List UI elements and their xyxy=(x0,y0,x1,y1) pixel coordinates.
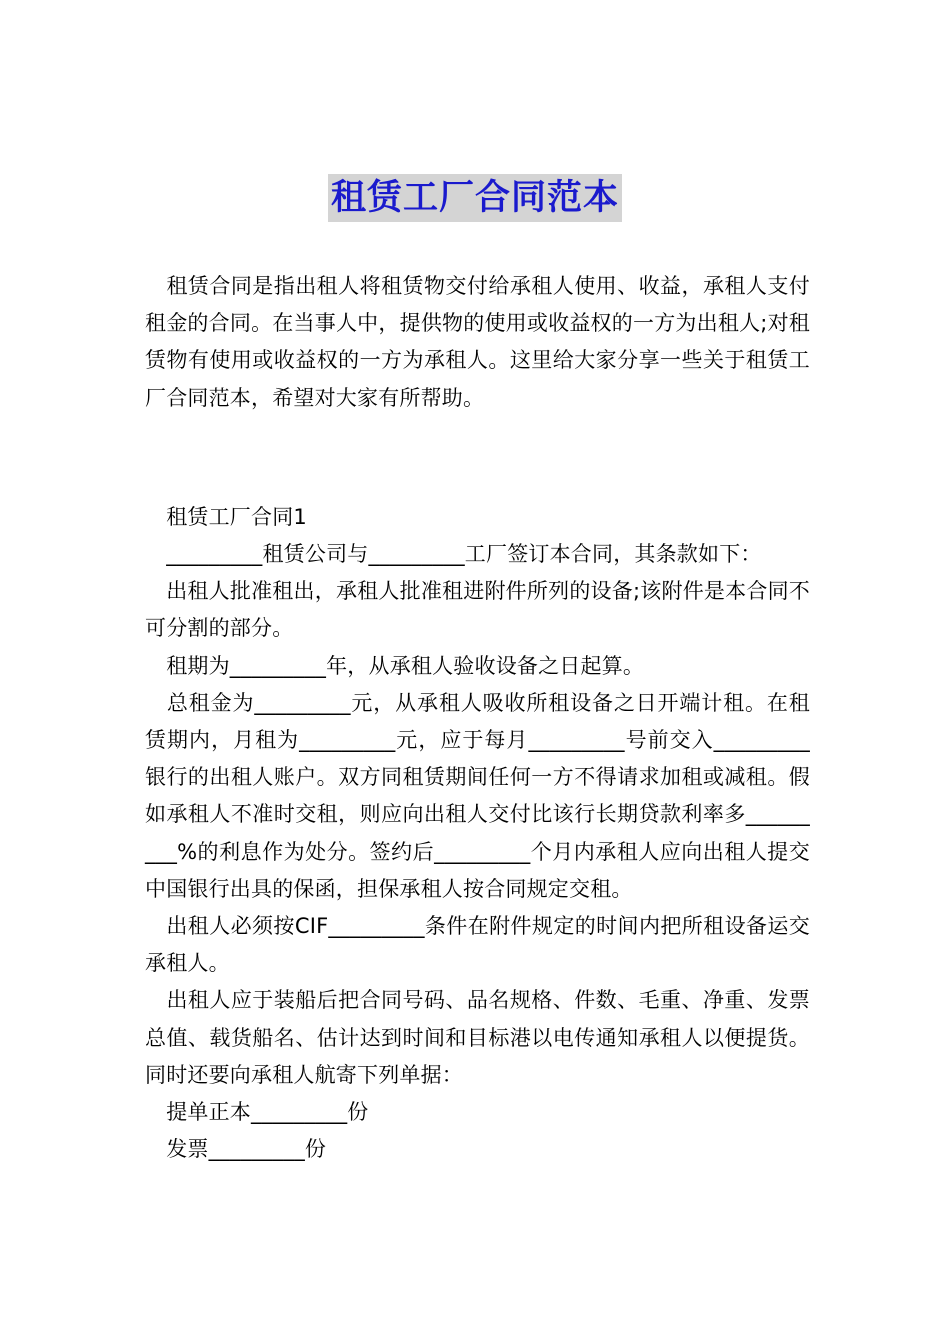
contract-parties-paragraph: _________租赁公司与_________工厂签订本合同，其条款如下： xyxy=(145,542,762,567)
title-container xyxy=(0,174,950,222)
shipping-notice-paragraph: 出租人应于装船后把合同号码、品名规格、件数、毛重、净重、发票总值、载货船名、估计达到时间和目标港以电传通知承租人以便提货。同时还要向承租人航寄下列单据： xyxy=(145,988,810,1087)
rent-paragraph: 总租金为_________元，从承租人吸收所租设备之日开端计租。在租赁期内，月租为_________元，应于每月_________号前交入_________银行的出租人账户。双方同租赁期间任何一方不得请求加租或减租。假如承租人不准时交租，则应向出租人交付比该行长期贷款利率多_________%的利息作为处分。签约后_________个月内承租人应向出租人提交中国银行出具的保函，担保承租人按合同规定交租。 xyxy=(145,690,810,901)
invoice-line: 发票_________份 xyxy=(145,1137,327,1162)
paragraph-spacer xyxy=(145,417,810,499)
lease-term-paragraph: 租期为_________年，从承租人验收设备之日起算。 xyxy=(145,653,645,678)
intro-paragraph: 租赁合同是指出租人将租赁物交付给承租人使用、收益，承租人支付租金的合同。在当事人中，提供物的使用或收益权的一方为出租人;对租赁物有使用或收益权的一方为承租人。这里给大家分享一些关于租赁工厂合同范本，希望对大家有所帮助。 xyxy=(145,274,810,410)
document-title: 租赁工厂合同范本 xyxy=(328,174,622,222)
delivery-paragraph: 出租人必须按CIF_________条件在附件规定的时间内把所租设备运交承租人。 xyxy=(145,914,810,976)
document-body xyxy=(145,268,810,1168)
bill-of-lading-line: 提单正本_________份 xyxy=(145,1100,369,1125)
section-heading: 租赁工厂合同1 xyxy=(145,504,307,529)
lease-scope-paragraph: 出租人批准租出，承租人批准租进附件所列的设备;该附件是本合同不可分割的部分。 xyxy=(145,579,810,641)
